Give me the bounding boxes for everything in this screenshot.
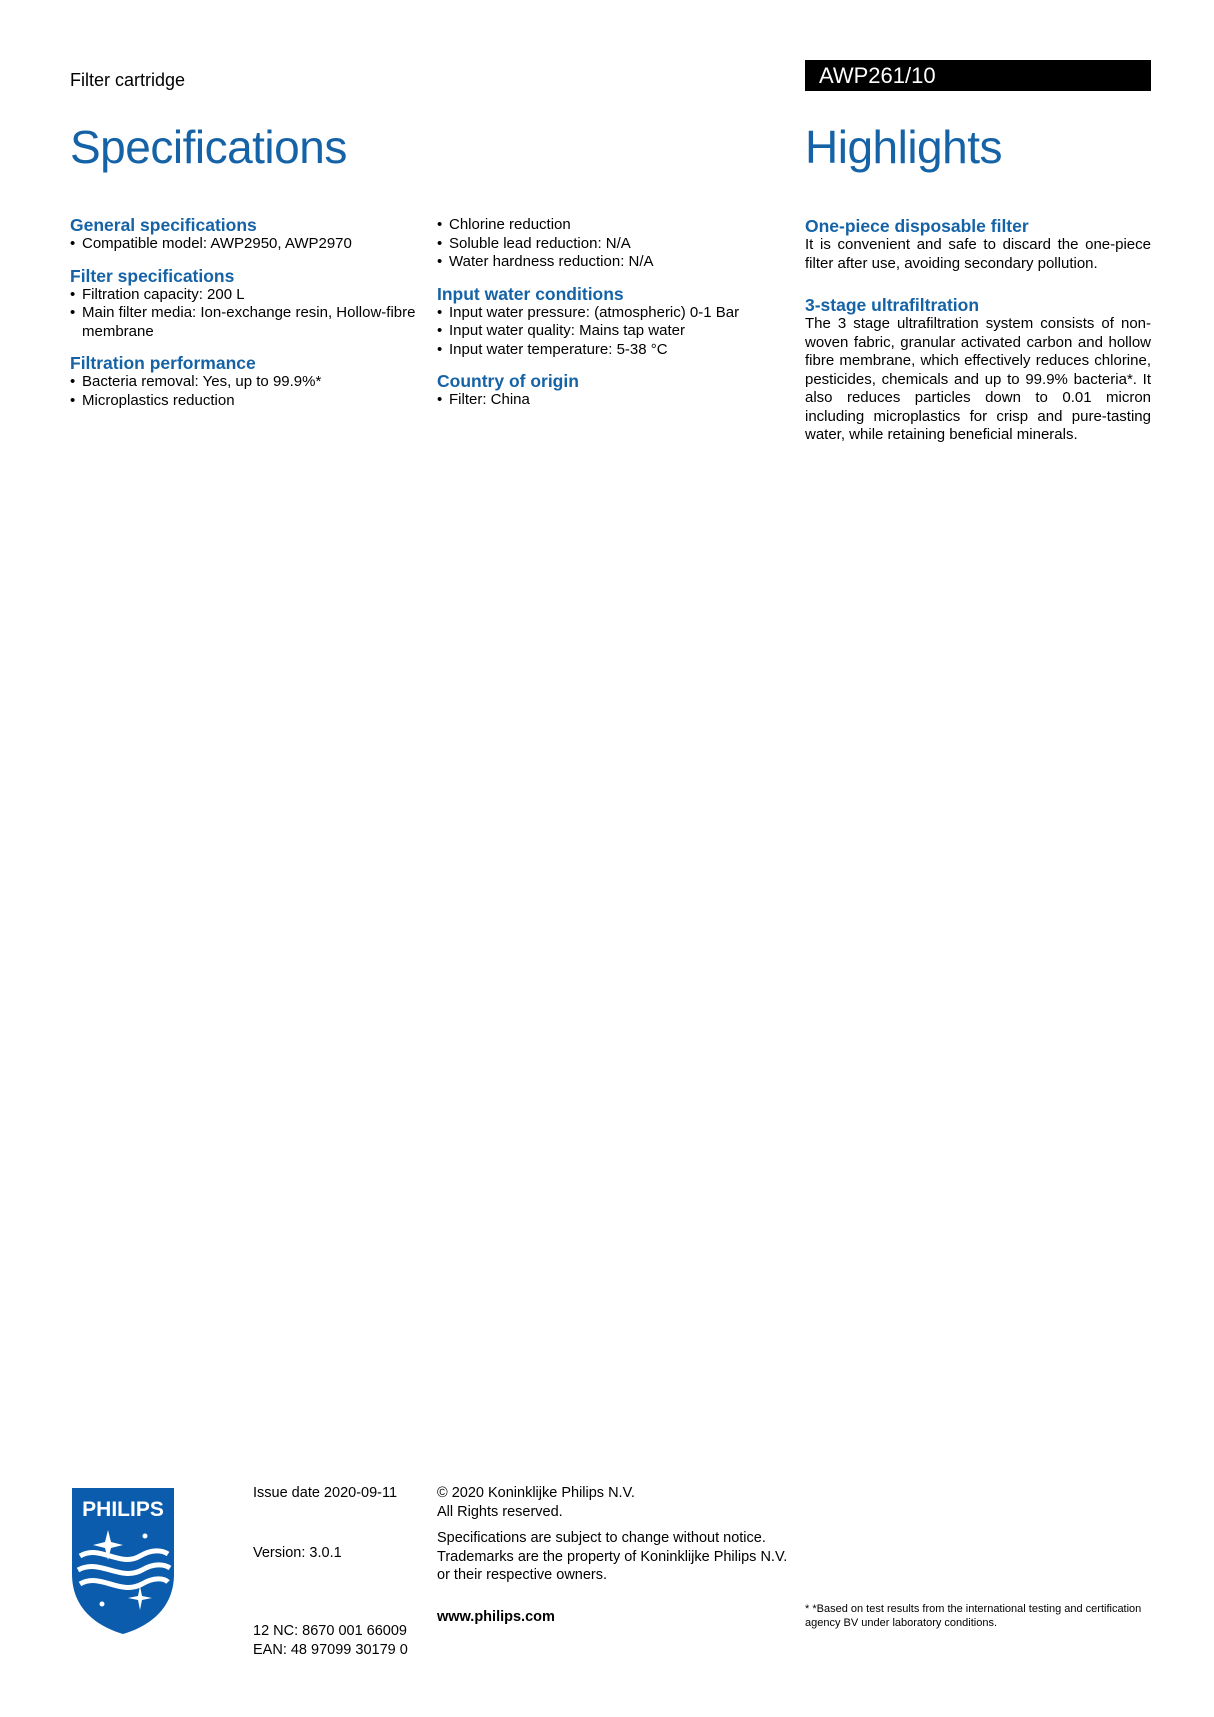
highlight-heading: One-piece disposable filter — [805, 216, 1029, 236]
highlight-ultrafiltration — [805, 295, 1151, 445]
disclaimer-block — [437, 1529, 797, 1585]
issue-date: Issue date 2020-09-11 — [253, 1485, 398, 1501]
version: Version: 3.0.1 — [253, 1544, 342, 1561]
specs-column-1 — [70, 215, 420, 422]
highlight-text: The 3 stage ultrafiltration system consists of non-woven fabric, granular activated carbon and hollow fibre membrane, which effectively reduces chlorine, pesticides, chemicals and up to 99.9% bacteria*. It also reduces particles down to 0.01 micron including microplastics for crisp and pure-tasting water, while retaining beneficial minerals. — [805, 315, 1151, 443]
nc-code: 12 NC: 8670 001 66009 — [253, 1623, 407, 1639]
section-heading: Input water conditions — [437, 283, 624, 304]
disclaimer-line: or their respective owners. — [437, 1567, 608, 1583]
footnote: * *Based on test results from the international testing and certification agency BV under laboratory conditions. — [805, 1603, 1142, 1629]
country-of-origin-section — [437, 371, 787, 410]
disclaimer-line: Specifications are subject to change without notice. — [437, 1530, 766, 1546]
product-category: Filter cartridge — [70, 70, 186, 90]
filter-specifications-section — [70, 266, 420, 342]
list-item: • Compatible model: AWP2950, AWP2970 — [70, 235, 420, 254]
list-item: • Filtration capacity: 200 L — [70, 286, 420, 305]
list-item: • Chlorine reduction — [437, 216, 787, 235]
general-specifications-section — [70, 215, 420, 254]
ean-code: EAN: 48 97099 30179 0 — [253, 1641, 408, 1658]
logo-wordmark: PHILIPS — [82, 1498, 164, 1521]
list-item: • Input water quality: Mains tap water — [437, 322, 787, 341]
filtration-performance-continued — [437, 216, 787, 272]
section-heading: Filtration performance — [70, 353, 256, 373]
list-item: • Main filter media: Ion-exchange resin, Hollow-fibre membrane — [70, 304, 420, 341]
list-item: • Bacteria removal: Yes, up to 99.9%* — [70, 373, 420, 392]
filtration-performance-section — [70, 353, 420, 410]
highlight-heading: 3-stage ultrafiltration — [805, 295, 980, 315]
copyright: © 2020 Koninklijke Philips N.V. — [437, 1485, 635, 1501]
highlights-title: Highlights — [805, 121, 1002, 173]
section-heading: Filter specifications — [70, 265, 235, 286]
specifications-title: Specifications — [70, 121, 347, 173]
disclaimer-line: Trademarks are the property of Koninklijke Philips N.V. — [437, 1548, 788, 1565]
list-item: • Filter: China — [437, 391, 787, 410]
highlight-text: It is convenient and safe to discard the one-piece filter after use, avoiding secondary pollution. — [805, 236, 1151, 272]
highlights-column — [805, 216, 1151, 467]
rights-reserved: All Rights reserved. — [437, 1503, 563, 1520]
philips-shield-logo — [70, 1486, 176, 1636]
list-item: • Water hardness reduction: N/A — [437, 253, 787, 272]
model-number-badge: AWP261/10 — [805, 60, 1151, 91]
website-link[interactable]: www.philips.com — [437, 1608, 555, 1625]
list-item: • Microplastics reduction — [70, 392, 420, 411]
input-water-conditions-section — [437, 284, 787, 360]
footer-legal-column — [437, 1484, 797, 1626]
section-heading: Country of origin — [437, 371, 579, 391]
copyright-block — [437, 1484, 797, 1521]
list-item: • Input water pressure: (atmospheric) 0-1 Bar — [437, 304, 787, 323]
list-item: • Soluble lead reduction: N/A — [437, 235, 787, 254]
footer-meta-column — [253, 1484, 413, 1659]
list-item: • Input water temperature: 5-38 °C — [437, 341, 787, 360]
specs-column-2 — [437, 216, 787, 422]
section-heading: General specifications — [70, 215, 257, 235]
highlight-one-piece — [805, 216, 1151, 273]
